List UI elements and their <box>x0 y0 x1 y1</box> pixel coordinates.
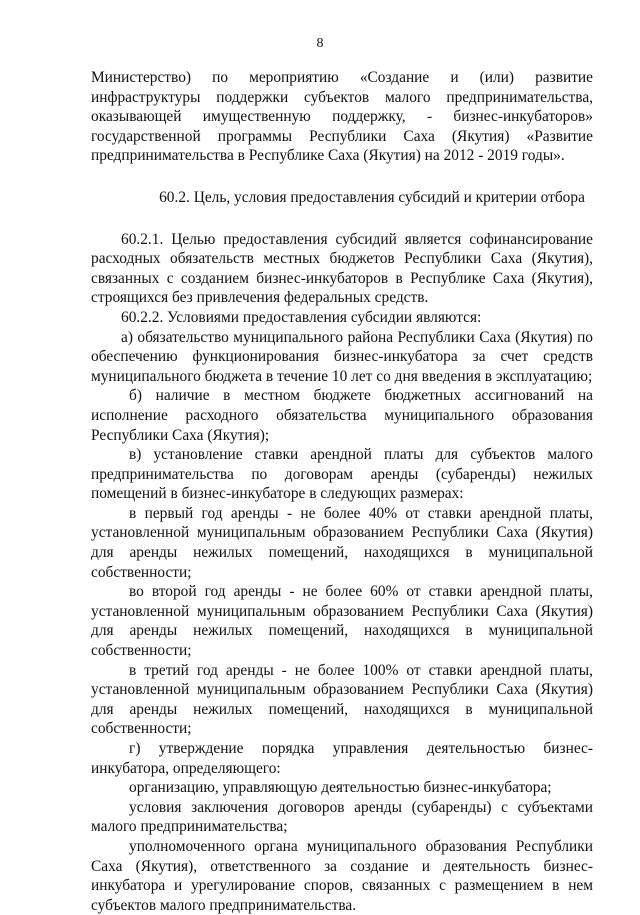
intro-paragraph: Министерство) по мероприятию «Создание и (или) развитие инфраструктуры поддержки субъектов малого предпринимательства, оказывающей имущественную поддержку, - бизнес-инкубаторов» государственной программы Республики Саха (Якутия) «Развитие предпринимательства в Республике Саха (Якутия) на 2012 - 2019 годы». <box>91 69 593 165</box>
section-title: 60.2. Цель, условия предоставления субсидий и критерии отбора <box>159 188 585 206</box>
management-organization: организацию, управляющую деятельностью бизнес-инкубатора; <box>129 779 552 797</box>
document-body <box>91 68 593 915</box>
condition-a: а) обязательство муниципального района Республики Саха (Якутия) по обеспечению функционирования бизнес-инкубатора за счет средств муниципального бюджета в течение 10 лет со дня введения в эксплуатацию; <box>91 328 593 385</box>
lease-conditions: условия заключения договоров аренды (субаренды) с субъектами малого предпринимательства; <box>91 798 593 836</box>
paragraph-60-2-1: 60.2.1. Целью предоставления субсидий является софинансирование расходных обязательств местных бюджетов Республики Саха (Якутия), связанных с созданием бизнес-инкубаторов в Республике Саха (Якутия), строящихся без привлечения федеральных средств. <box>91 230 593 307</box>
page-number: 8 <box>316 36 324 51</box>
condition-g: г) утверждение порядка управления деятельностью бизнес-инкубатора, определяющего: <box>91 740 593 777</box>
paragraph-60-2-2: 60.2.2. Условиями предоставления субсидии являются: <box>121 308 482 326</box>
condition-v: в) установление ставки арендной платы для субъектов малого предпринимательства по договорам аренды (субаренды) нежилых помещений в бизнес-инкубаторе в следующих размерах: <box>91 446 593 503</box>
rent-year-two: во второй год аренды - не более 60% от ставки арендной платы, установленной муниципальным образованием Республики Саха (Якутия) для аренды нежилых помещений, находящихся в муниципальной собственности; <box>91 583 593 660</box>
rent-year-one: в первый год аренды - не более 40% от ставки арендной платы, установленной муниципальным образованием Республики Саха (Якутия) для аренды нежилых помещений, находящихся в муниципальной собственности; <box>91 504 593 581</box>
condition-b: б) наличие в местном бюджете бюджетных ассигнований на исполнение расходного обязательства муниципального образования Республики Саха (Якутия); <box>91 387 593 444</box>
rent-year-three: в третий год аренды - не более 100% от ставки арендной платы, установленной муниципальным образованием Республики Саха (Якутия) для аренды нежилых помещений, находящихся в муниципальной собственности; <box>91 661 593 738</box>
authorized-body: уполномоченного органа муниципального образования Республики Саха (Якутия), ответственного за создание и деятельность бизнес-инкубатора и урегулирование споров, связанных с размещением в нем субъектов малого предпринимательства. <box>91 837 593 914</box>
